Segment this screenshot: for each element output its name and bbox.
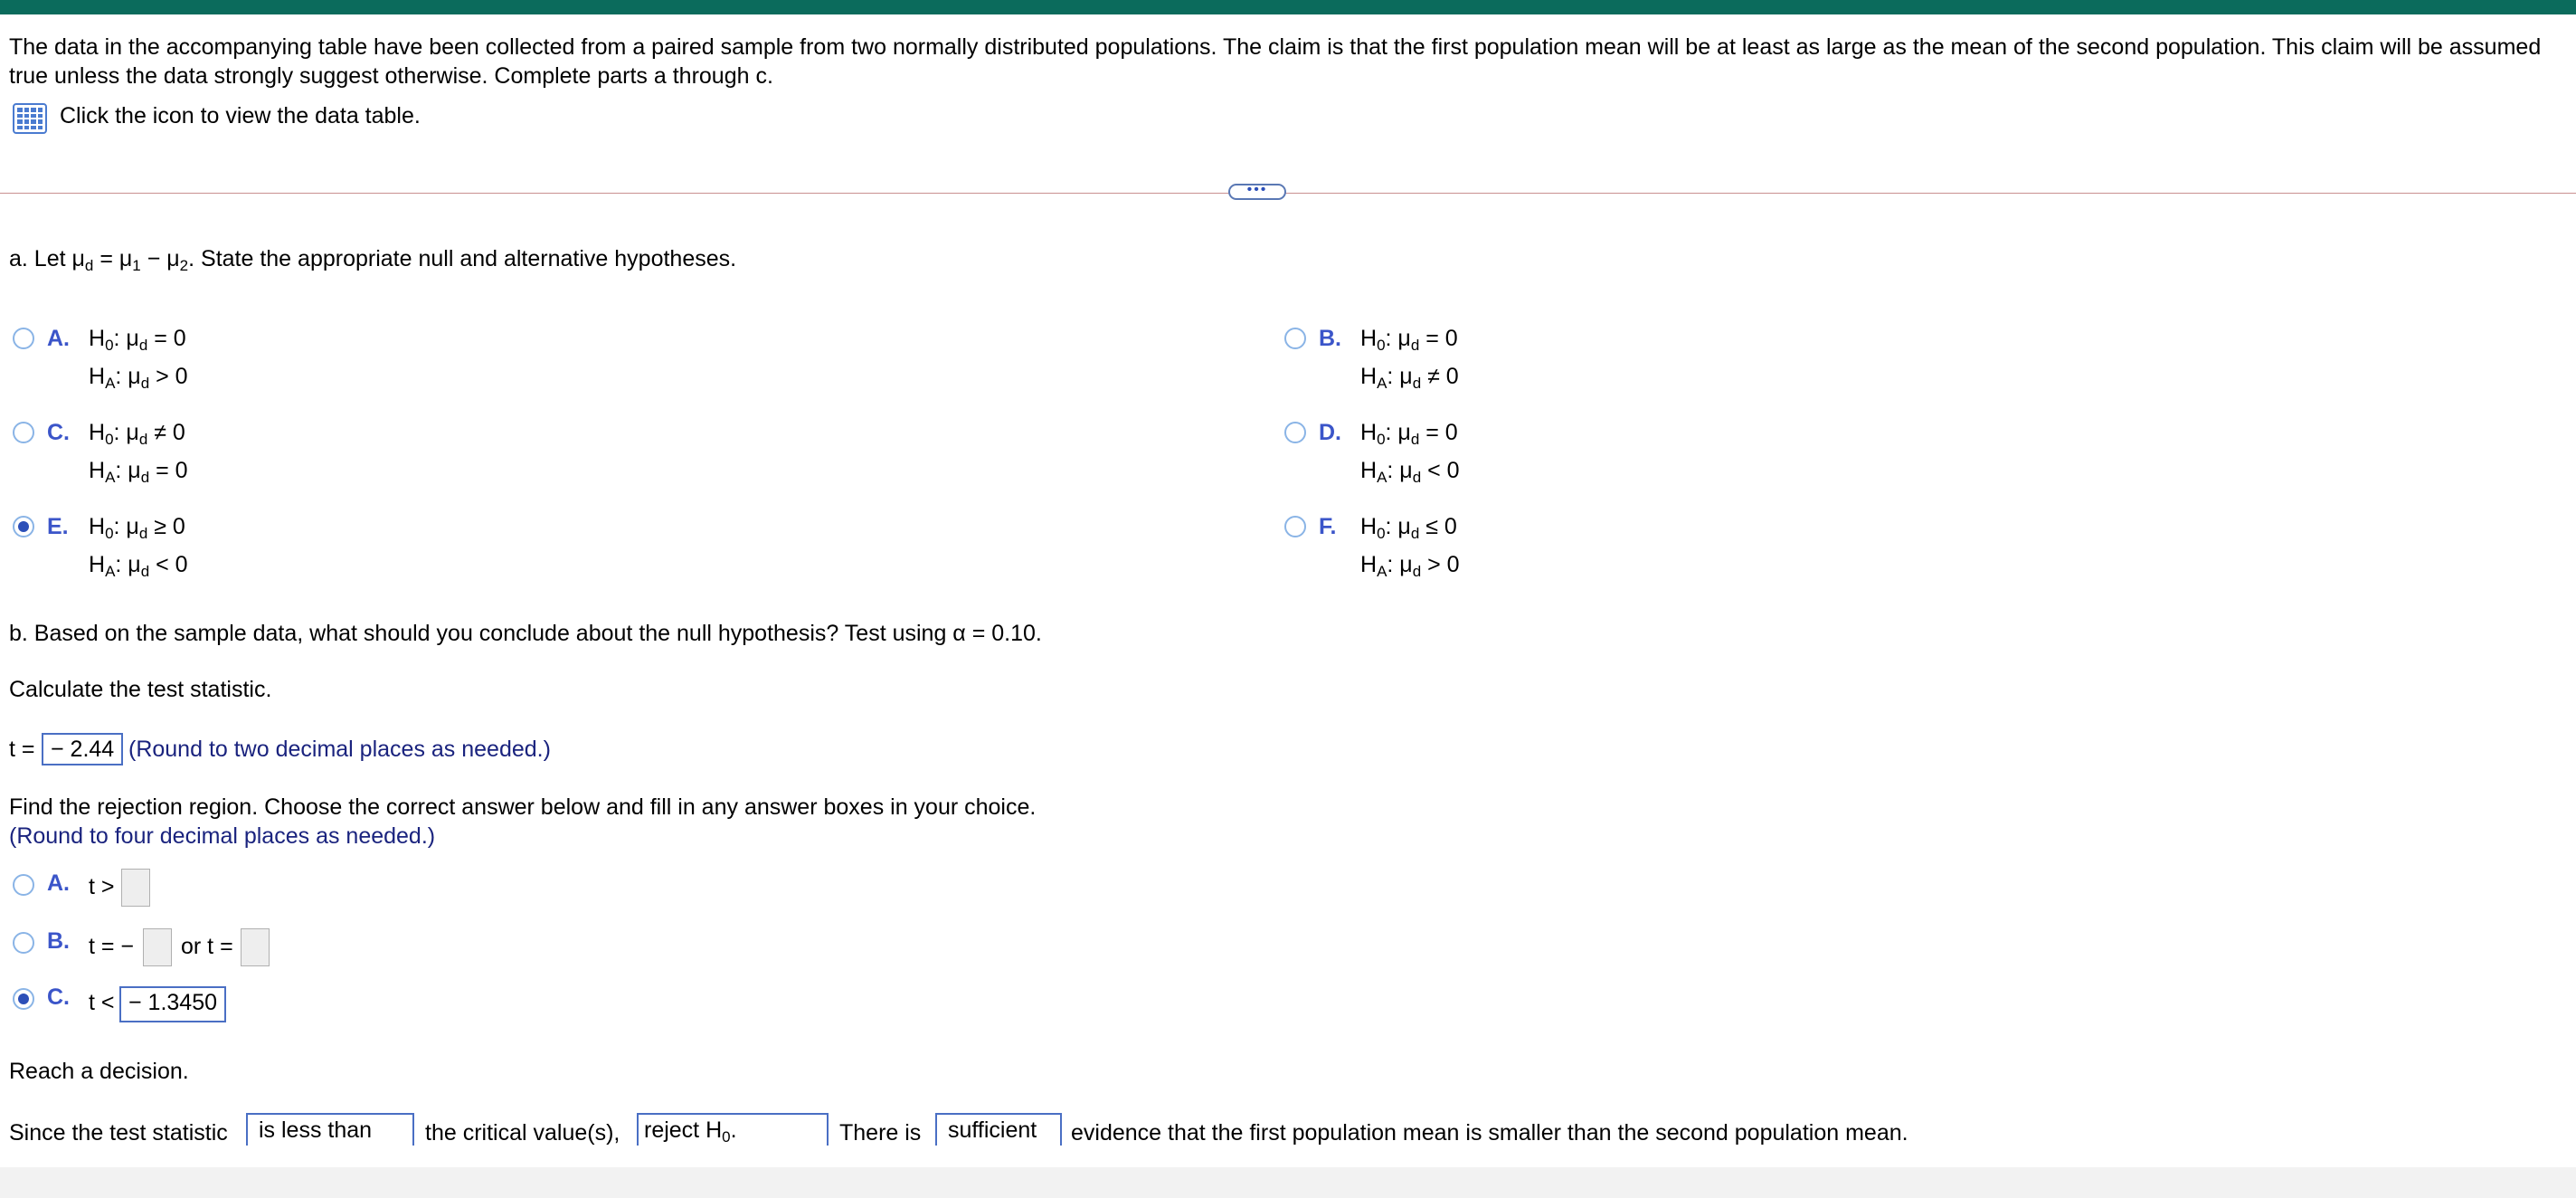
option-d-radio[interactable] xyxy=(1284,422,1306,443)
option-d-h0: $H_0$: $\mu_d = 0$ xyxy=(1360,420,1458,448)
comparison-dropdown[interactable]: is less than xyxy=(246,1113,414,1146)
rejection-b-letter: B. xyxy=(47,928,70,954)
option-e-ha: $H_A$: $\mu_d < 0$ xyxy=(89,552,188,580)
t-label: t = xyxy=(9,737,35,762)
option-f-letter: F. xyxy=(1319,514,1337,539)
rejection-hint: (Round to four decimal places as needed.) xyxy=(9,823,436,849)
option-d-letter: D. xyxy=(1319,420,1341,445)
evidence-dropdown[interactable]: sufficient xyxy=(935,1113,1062,1146)
intro-text: The data in the accompanying table have been collected from a paired sample from two normally distributed populations. The claim is that the first population mean will be at least as large as the mean of the second population. This claim will be assumed true unless the data strongly suggest otherwise. Complete parts a through c. xyxy=(9,34,2542,89)
option-d-ha: $H_A$: $\mu_d < 0$ xyxy=(1360,458,1460,486)
decision-dropdown[interactable]: reject $H_0$. xyxy=(637,1113,829,1146)
option-e-letter: E. xyxy=(47,514,69,539)
option-e-radio[interactable] xyxy=(13,516,34,537)
option-a-radio[interactable] xyxy=(13,328,34,349)
rejection-c-letter: C. xyxy=(47,984,70,1010)
option-c-radio[interactable] xyxy=(13,422,34,443)
option-a-ha: $H_A$: $\mu_d > 0$ xyxy=(89,364,188,392)
footer-bar xyxy=(0,1167,2576,1198)
rejection-label: Find the rejection region. Choose the correct answer below and fill in any answer boxes in your choice. xyxy=(9,794,1037,820)
rejection-b-input-2[interactable] xyxy=(241,928,270,966)
t-statistic-input[interactable]: − 2.44 xyxy=(42,733,123,765)
option-b-h0: $H_0$: $\mu_d = 0$ xyxy=(1360,326,1458,354)
more-button[interactable]: ••• xyxy=(1228,184,1286,200)
option-f-h0: $H_0$: $\mu_d \le 0$ xyxy=(1360,514,1457,542)
rejection-a-radio[interactable] xyxy=(13,874,34,896)
rejection-a-input[interactable] xyxy=(121,869,150,907)
data-table-icon[interactable] xyxy=(13,103,47,134)
t-hint: (Round to two decimal places as needed.) xyxy=(128,737,551,762)
option-f-radio[interactable] xyxy=(1284,516,1306,537)
rejection-b-radio[interactable] xyxy=(13,932,34,954)
option-c-ha: $H_A$: $\mu_d = 0$ xyxy=(89,458,188,486)
data-table-link[interactable]: Click the icon to view the data table. xyxy=(60,103,421,128)
option-a-h0: $H_0$: $\mu_d = 0$ xyxy=(89,326,186,354)
option-e-h0: $H_0$: $\mu_d \ge 0$ xyxy=(89,514,185,542)
rejection-b-text: t = − xyxy=(89,934,135,959)
rejection-b-input-1[interactable] xyxy=(143,928,172,966)
option-c-h0: $H_0$: $\mu_d \ne 0$ xyxy=(89,420,185,448)
since-text: Since the test statistic xyxy=(9,1120,228,1146)
option-f-ha: $H_A$: $\mu_d > 0$ xyxy=(1360,552,1460,580)
decision-label: Reach a decision. xyxy=(9,1059,189,1084)
rejection-c-input[interactable]: − 1.3450 xyxy=(119,986,226,1022)
option-b-letter: B. xyxy=(1319,326,1341,351)
there-is-text: There is xyxy=(839,1120,922,1146)
option-b-radio[interactable] xyxy=(1284,328,1306,349)
rejection-c-text: t < xyxy=(89,990,115,1015)
calc-label: Calculate the test statistic. xyxy=(9,677,272,702)
option-a-letter: A. xyxy=(47,326,70,351)
rejection-a-letter: A. xyxy=(47,870,70,896)
section-divider xyxy=(0,193,2576,194)
top-bar xyxy=(0,0,2576,14)
part-b-question: b. Based on the sample data, what should you conclude about the null hypothesis? Test using α = 0.10. xyxy=(9,621,1042,646)
critical-text: the critical value(s), xyxy=(425,1120,620,1146)
part-a-question: a. Let $\mu_d = \mu_1 - \mu_2$. State the appropriate null and alternative hypotheses. xyxy=(9,246,737,274)
option-c-letter: C. xyxy=(47,420,70,445)
rejection-c-radio[interactable] xyxy=(13,988,34,1010)
rejection-a-text: t > xyxy=(89,874,115,899)
option-b-ha: $H_A$: $\mu_d \ne 0$ xyxy=(1360,364,1459,392)
rejection-b-or: or t = xyxy=(181,934,233,959)
conclusion-text: evidence that the first population mean is smaller than the second population mean. xyxy=(1071,1120,1908,1146)
